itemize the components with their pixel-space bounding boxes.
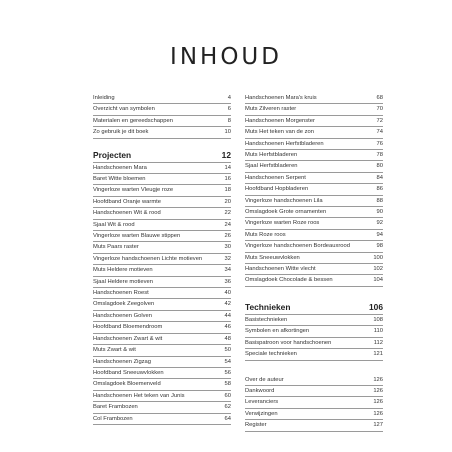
toc-entry-page: 90 [376, 209, 383, 216]
toc-entry[interactable] [245, 275, 383, 286]
toc-entry-page: 14 [224, 164, 231, 171]
toc-entry-label: Sjaal Wit & rood [93, 221, 135, 228]
toc-entry-label: Omslagdoek Grote ornamenten [245, 209, 327, 216]
toc-entry[interactable] [93, 254, 231, 265]
toc-entry-page: 94 [376, 231, 383, 238]
toc-entry[interactable] [93, 116, 231, 127]
toc-entry[interactable] [93, 93, 231, 104]
toc-entry-label: Handschoenen Mara [93, 164, 147, 171]
toc-entry-page: 80 [376, 163, 383, 170]
toc-entry-page: 126 [373, 399, 383, 406]
toc-entry-page: 54 [224, 358, 231, 365]
toc-entry-page: 78 [376, 152, 383, 159]
toc-entry-page: 60 [224, 392, 231, 399]
toc-entry-label: Vingerloze handschoenen Bordeauxrood [245, 242, 350, 249]
toc-entry-label: Muts Sneeuwvlokken [245, 254, 300, 261]
toc-entry-page: 34 [224, 267, 231, 274]
toc-entry-page: 48 [224, 335, 231, 342]
toc-entry[interactable] [93, 265, 231, 276]
toc-entry-label: Handschoenen Roest [93, 290, 149, 297]
toc-entry[interactable] [93, 368, 231, 379]
toc-entry[interactable] [245, 230, 383, 241]
toc-entry-page: 30 [224, 244, 231, 251]
toc-entry-label: Handschoenen Zwart & wit [93, 335, 163, 342]
toc-entry-label: Inleiding [93, 95, 115, 101]
toc-entry-page: 110 [373, 328, 383, 335]
toc-entry[interactable] [93, 127, 231, 138]
toc-entry-label: Handschoenen Serpent [245, 174, 306, 181]
toc-entry-label: Over de auteur [245, 376, 284, 383]
toc-entry-label: Vingerloze warten Roze roos [245, 220, 320, 227]
toc-entry-page: 6 [227, 106, 231, 113]
toc-entry-label: Handschoenen Zigzag [93, 358, 152, 365]
toc-entry-page: 40 [224, 290, 231, 297]
toc-entry[interactable] [245, 218, 383, 229]
toc-entry-label: Hoofdband Hopbladeren [245, 186, 309, 193]
section-heading-technieken[interactable] [245, 301, 383, 315]
toc-entry[interactable] [245, 116, 383, 127]
toc-entry[interactable] [93, 334, 231, 345]
toc-entry-page: 126 [373, 387, 383, 394]
toc-entry-label: Muts Het teken van de zon [245, 129, 314, 136]
toc-entry-label: Sjaal Herfstbladeren [245, 163, 298, 170]
toc-entry-label: Muts Heldere motieven [93, 267, 153, 274]
toc-entry-page: 10 [224, 129, 231, 136]
toc-entry-label: Register [245, 422, 267, 429]
toc-entry[interactable] [93, 242, 231, 253]
spacer [93, 139, 231, 149]
toc-entry[interactable] [93, 391, 231, 402]
toc-entry-page: 4 [227, 95, 231, 101]
page-title: INHOUD [170, 44, 282, 70]
toc-entry-label: Handschoenen Het teken van Junis [93, 392, 185, 399]
toc-entry[interactable] [245, 173, 383, 184]
toc-right-column [245, 93, 383, 432]
toc-entry-page: 98 [376, 242, 383, 249]
toc-entry-label: Handschoenen Morgenster [245, 117, 315, 124]
toc-entry-page: 112 [373, 339, 383, 346]
toc-entry-label: Omslagdoek Zeegolven [93, 301, 155, 308]
toc-entry-page: 76 [376, 140, 383, 147]
toc-entry[interactable] [93, 104, 231, 115]
toc-entry[interactable] [245, 386, 383, 397]
toc-entry-page: 50 [224, 347, 231, 354]
toc-entry[interactable] [245, 93, 383, 104]
toc-entry-label: Handschoenen Mara's kruis [245, 95, 317, 101]
toc-entry-label: Basistechnieken [245, 316, 288, 323]
section-heading-projecten[interactable] [93, 149, 231, 163]
toc-entry[interactable] [93, 311, 231, 322]
toc-entry-page: 42 [224, 301, 231, 308]
toc-entry-page: 126 [373, 376, 383, 383]
toc-entry[interactable] [93, 322, 231, 333]
toc-entry-label: Sjaal Heldere motieven [93, 278, 153, 285]
toc-entry-label: Muts Zilveren raster [245, 106, 297, 113]
toc-entry[interactable] [245, 161, 383, 172]
toc-entry-page: 56 [224, 369, 231, 376]
toc-entry[interactable] [93, 288, 231, 299]
toc-entry-page: 16 [224, 176, 231, 183]
projects-list [93, 163, 231, 425]
techniques-list [245, 315, 383, 361]
toc-entry-page: 58 [224, 381, 231, 388]
toc-entry[interactable] [93, 185, 231, 196]
toc-entry[interactable] [245, 241, 383, 252]
section-heading-page: 106 [369, 301, 383, 312]
toc-entry[interactable] [93, 220, 231, 231]
toc-entry-page: 36 [224, 278, 231, 285]
toc-entry-page: 86 [376, 186, 383, 193]
toc-entry-page: 121 [373, 351, 383, 358]
toc-entry[interactable] [245, 196, 383, 207]
toc-entry[interactable] [245, 207, 383, 218]
toc-entry[interactable] [93, 277, 231, 288]
toc-entry-label: Muts Roze roos [245, 231, 286, 238]
toc-entry[interactable] [93, 379, 231, 390]
toc-entry-label: Handschoenen Herfstbladeren [245, 140, 324, 147]
toc-entry[interactable] [245, 315, 383, 326]
toc-entry-page: 70 [376, 106, 383, 113]
toc-entry[interactable] [245, 338, 383, 349]
toc-entry-page: 18 [224, 187, 231, 194]
toc-entry-label: Handschoenen Golven [93, 312, 152, 319]
toc-entry-page: 84 [376, 174, 383, 181]
toc-entry-label: Symbolen en afkortingen [245, 328, 310, 335]
toc-entry-page: 126 [373, 410, 383, 417]
toc-entry-label: Overzicht van symbolen [93, 106, 155, 113]
toc-entry[interactable] [245, 253, 383, 264]
toc-entry[interactable] [93, 299, 231, 310]
toc-entry-label: Hoofdband Bloemendroom [93, 324, 163, 331]
toc-entry[interactable] [245, 420, 383, 431]
toc-entry-page: 104 [373, 277, 383, 284]
toc-entry-page: 88 [376, 197, 383, 204]
toc-entry[interactable] [93, 345, 231, 356]
toc-entry[interactable] [93, 163, 231, 174]
toc-left-column [93, 93, 231, 425]
toc-entry[interactable] [93, 402, 231, 413]
toc-entry[interactable] [245, 139, 383, 150]
toc-entry-label: Basispatroon voor handschoenen [245, 339, 332, 346]
toc-entry[interactable] [93, 174, 231, 185]
toc-entry[interactable] [245, 349, 383, 360]
toc-entry-label: Vingerloze warten Vleugje roze [93, 187, 174, 194]
toc-entry[interactable] [93, 357, 231, 368]
toc-entry-page: 22 [224, 210, 231, 217]
projects-list-continued [245, 93, 383, 287]
toc-entry[interactable] [245, 104, 383, 115]
toc-entry-page: 74 [376, 129, 383, 136]
toc-entry-page: 24 [224, 221, 231, 228]
toc-entry[interactable] [93, 197, 231, 208]
toc-entry-label: Speciale technieken [245, 351, 297, 358]
toc-entry-label: Hoofdband Oranje warmte [93, 198, 161, 205]
toc-entry-label: Muts Paars raster [93, 244, 139, 251]
back-matter-list [245, 375, 383, 432]
toc-entry-page: 100 [373, 254, 383, 261]
toc-entry[interactable] [245, 326, 383, 337]
section-heading-label: Technieken [245, 301, 291, 312]
toc-entry[interactable] [93, 414, 231, 425]
toc-entry-label: Vingerloze warten Blauwe stippen [93, 233, 181, 240]
toc-entry[interactable] [93, 208, 231, 219]
toc-entry-label: Omslagdoek Chocolade & bessen [245, 277, 333, 284]
toc-entry-label: Verwijzingen [245, 410, 278, 417]
toc-entry-page: 68 [376, 95, 383, 101]
toc-entry-page: 62 [224, 404, 231, 411]
toc-entry-page: 26 [224, 233, 231, 240]
toc-entry[interactable] [245, 264, 383, 275]
toc-entry[interactable] [93, 231, 231, 242]
toc-entry[interactable] [245, 409, 383, 420]
intro-list [93, 93, 231, 139]
toc-entry[interactable] [245, 184, 383, 195]
toc-entry-label: Vingerloze handschoenen Lila [245, 197, 323, 204]
toc-entry[interactable] [245, 397, 383, 408]
toc-entry-page: 20 [224, 198, 231, 205]
toc-entry-label: Baret Frambozen [93, 404, 138, 411]
toc-entry-label: Vingerloze handschoenen Lichte motieven [93, 255, 203, 262]
toc-entry-page: 64 [224, 415, 231, 422]
section-heading-label: Projecten [93, 149, 132, 160]
toc-entry-label: Omslagdoek Bloemenveld [93, 381, 161, 388]
spacer [245, 287, 383, 301]
toc-entry-page: 92 [376, 220, 383, 227]
spacer [245, 361, 383, 375]
toc-entry-page: 102 [373, 266, 383, 273]
toc-entry-label: Leveranciers [245, 399, 279, 406]
toc-entry-label: Col Frambozen [93, 415, 133, 422]
toc-entry-label: Handschoenen Wit & rood [93, 210, 161, 217]
toc-entry-label: Baret Witte bloemen [93, 176, 146, 183]
toc-entry-label: Materialen en gereedschappen [93, 117, 173, 124]
toc-entry[interactable] [245, 375, 383, 386]
toc-entry-label: Muts Zwart & wit [93, 347, 136, 354]
toc-entry-page: 8 [227, 117, 231, 124]
toc-entry-page: 127 [373, 422, 383, 429]
toc-entry-label: Zo gebruik je dit boek [93, 129, 149, 136]
toc-entry-label: Dankwoord [245, 387, 275, 394]
toc-entry-page: 108 [373, 316, 383, 323]
toc-entry[interactable] [245, 127, 383, 138]
toc-entry-page: 32 [224, 255, 231, 262]
toc-entry-page: 44 [224, 312, 231, 319]
toc-entry-page: 46 [224, 324, 231, 331]
toc-entry[interactable] [245, 150, 383, 161]
toc-entry-label: Handschoenen Witte vlecht [245, 266, 316, 273]
toc-entry-label: Muts Herfstbladeren [245, 152, 298, 159]
toc-entry-label: Hoofdband Sneeuwvlokken [93, 369, 164, 376]
toc-entry-page: 72 [376, 117, 383, 124]
section-heading-page: 12 [221, 149, 231, 160]
